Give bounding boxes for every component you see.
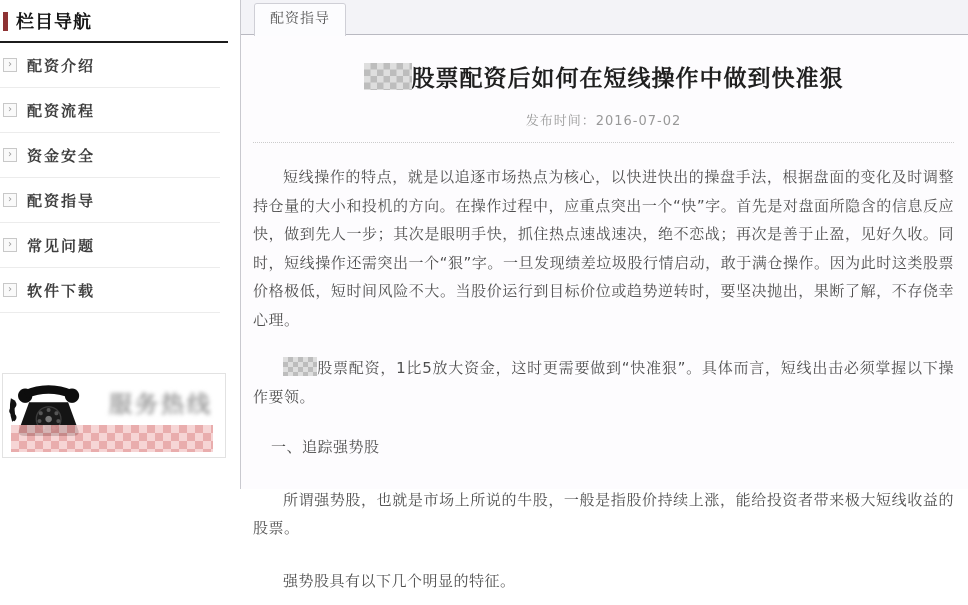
censored-phone-number-mosaic bbox=[11, 425, 213, 452]
sidebar-item-software-download[interactable] bbox=[0, 268, 220, 313]
article-title-text: 股票配资后如何在短线操作中做到快准狠 bbox=[411, 66, 844, 92]
paragraph-2-text: 股票配资，1比5放大资金，这时更需要做到“快准狠”。具体而言，短线出击必须掌握以下操作要领。 bbox=[253, 359, 954, 406]
censored-name-mosaic bbox=[283, 357, 317, 376]
hotline-blurred-label: 服务热线 bbox=[109, 392, 213, 418]
sidebar-item-faq[interactable] bbox=[0, 223, 220, 268]
sidebar-item-peizi-intro[interactable] bbox=[0, 43, 220, 88]
sidebar-title: 栏目导航 bbox=[16, 12, 92, 33]
chevron-right-icon: › bbox=[3, 238, 17, 252]
sidebar-item-peizi-process[interactable] bbox=[0, 88, 220, 133]
chevron-right-icon: › bbox=[3, 58, 17, 72]
paragraph-1: 短线操作的特点，就是以追逐市场热点为核心，以快进快出的操盘手法，根据盘面的变化及时调整持仓量的大小和投机的方向。在操作过程中，应重点突出一个“快”字。首先是对盘面所隐含的信息反应快，做到先人一步；其次是眼明手快，抓住热点速战速决，绝不恋战；再次是善于止盈，见好久收。同时，短线操作还需突出一个“狠”字。一旦发现绩差垃圾股行情启动，敢于满仓操作。因为此时这类股票价格极低，短时间风险不大。当股价运行到目标价位或趋势逆转时，要坚决抛出，果断了解，不存侥幸心理。 bbox=[253, 168, 954, 329]
tab-peizi-guide[interactable]: 配资指导 bbox=[254, 3, 346, 36]
sidebar-item-label: 常见问题 bbox=[27, 236, 96, 255]
chevron-right-icon: › bbox=[3, 283, 17, 297]
paragraph-3: 所谓强势股，也就是市场上所说的牛股，一般是指股价持续上涨，能给投资者带来极大短线收益的股票。 bbox=[253, 490, 954, 537]
accent-bar bbox=[3, 12, 8, 31]
sidebar-item-label: 配资指导 bbox=[27, 191, 96, 210]
chevron-right-icon: › bbox=[3, 193, 17, 207]
sidebar-item-label: 配资介绍 bbox=[27, 56, 96, 75]
sidebar-item-label: 软件下载 bbox=[27, 281, 96, 300]
chevron-right-icon: › bbox=[3, 103, 17, 117]
sidebar-item-label: 配资流程 bbox=[27, 101, 96, 120]
sidebar-item-peizi-guide[interactable] bbox=[0, 178, 220, 223]
chevron-right-icon: › bbox=[3, 148, 17, 162]
article bbox=[241, 60, 968, 605]
article-title bbox=[253, 60, 954, 93]
main-content bbox=[240, 0, 968, 590]
paragraph-4: 强势股具有以下几个明显的特征。 bbox=[283, 571, 516, 590]
hotline-banner bbox=[2, 373, 226, 458]
paragraph-2 bbox=[253, 354, 954, 411]
publish-date: 发布时间：2016-07-02 bbox=[253, 110, 954, 143]
sidebar-header bbox=[0, 0, 228, 43]
section-heading-1: 一、追踪强势股 bbox=[271, 438, 380, 456]
sidebar-item-label: 资金安全 bbox=[27, 146, 96, 165]
tab-bar bbox=[241, 0, 968, 35]
sidebar-item-fund-safety[interactable] bbox=[0, 133, 220, 178]
sidebar bbox=[0, 0, 228, 458]
censored-title-mosaic bbox=[364, 63, 412, 90]
